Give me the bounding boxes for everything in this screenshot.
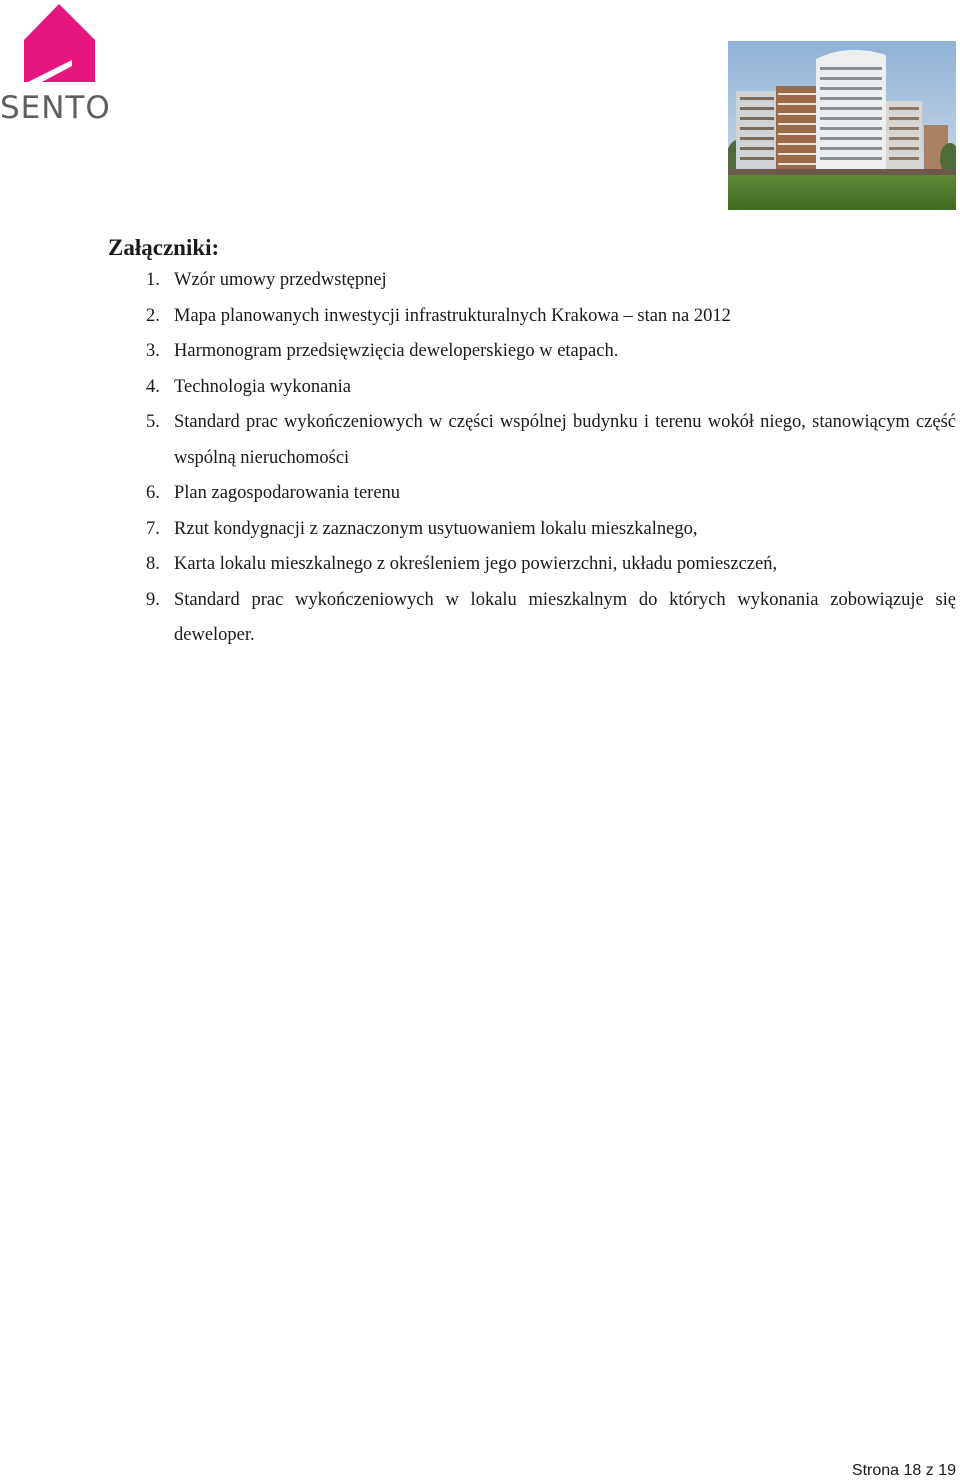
list-item — [146, 405, 956, 476]
list-item-text: Wzór umowy przedwstępnej — [174, 270, 387, 290]
list-item — [146, 547, 956, 583]
list-item-text: Technologia wykonania — [174, 376, 351, 397]
list-item — [146, 476, 956, 512]
attachments-heading: Załączniki: — [108, 235, 220, 260]
building-rendering-image — [728, 41, 956, 210]
list-item — [146, 583, 956, 654]
sento-logo — [0, 0, 122, 125]
list-item-text: Karta lokalu mieszkalnego z określeniem jego powierzchni, układu pomieszczeń, — [174, 554, 778, 574]
list-item-number: 6. — [146, 483, 160, 503]
page-number-label: Strona 18 z 19 — [851, 1462, 956, 1479]
list-item — [146, 512, 956, 548]
list-item-number: 5. — [146, 412, 160, 432]
list-item-text: Plan zagospodarowania terenu — [174, 483, 401, 503]
list-item-text: Mapa planowanych inwestycji infrastrukturalnych Krakowa – stan na 2012 — [174, 305, 731, 326]
list-item-text: Standard prac wykończeniowych w lokalu mieszkalnym do których wykonania zobowiązuje się deweloper. — [174, 589, 956, 645]
list-item-text: Harmonogram przedsięwzięcia deweloperskiego w etapach. — [174, 341, 619, 361]
logo-text: SENTO — [0, 90, 111, 126]
list-item-number: 1. — [146, 270, 160, 290]
list-item-number: 7. — [146, 518, 160, 539]
list-item-number: 9. — [146, 589, 160, 610]
list-item — [146, 299, 956, 335]
list-item-number: 8. — [146, 554, 160, 574]
list-item-text: Rzut kondygnacji z zaznaczonym usytuowaniem lokalu mieszkalnego, — [174, 518, 698, 539]
list-item — [146, 334, 956, 370]
list-item — [146, 263, 956, 299]
list-item-text: Standard prac wykończeniowych w części wspólnej budynku i terenu wokół niego, stanowiącym część wspólną nieruchomości — [174, 412, 956, 468]
house-logo-icon — [0, 0, 122, 90]
list-item-number: 2. — [146, 305, 160, 326]
list-item-number: 3. — [146, 341, 160, 361]
list-item — [146, 370, 956, 406]
attachments-list — [146, 263, 956, 654]
list-item-number: 4. — [146, 376, 160, 397]
